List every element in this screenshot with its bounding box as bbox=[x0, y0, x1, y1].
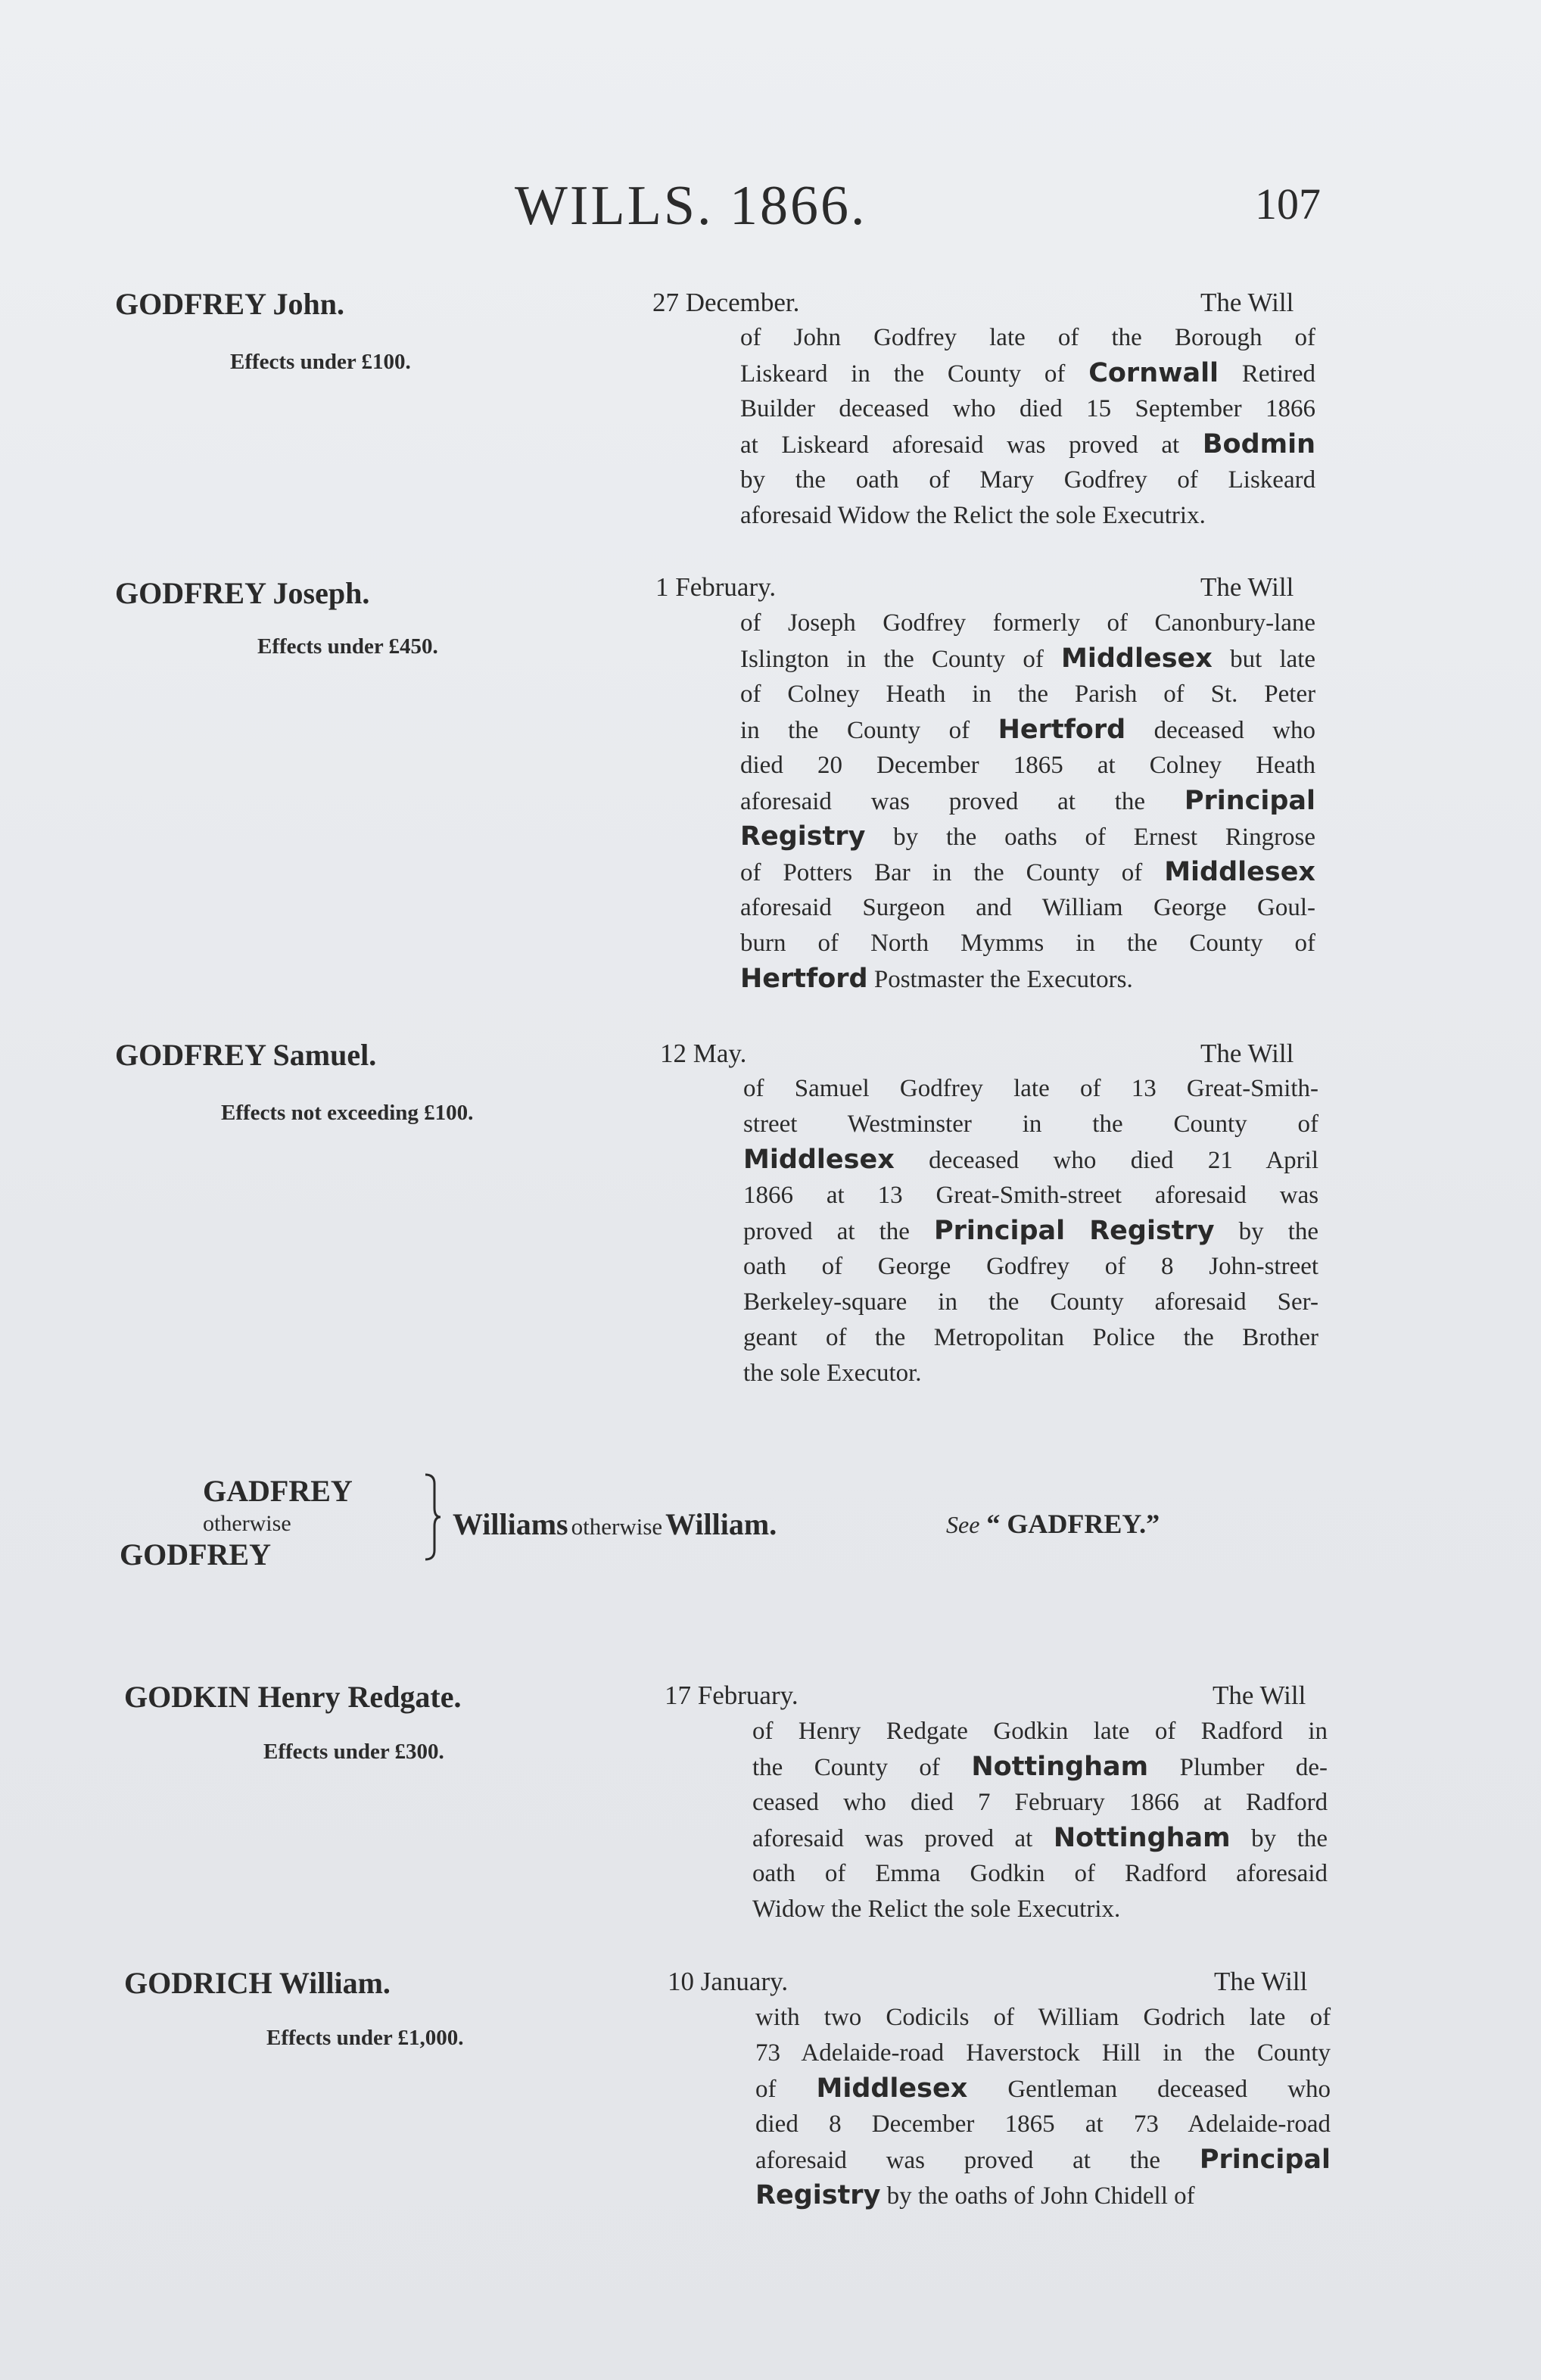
entry-line: aforesaid was proved at the Principal bbox=[755, 2145, 1331, 2175]
entry-line: Widow the Relict the sole Executrix. bbox=[752, 1896, 1121, 1923]
entry-line: the sole Executor. bbox=[743, 1360, 922, 1387]
entry-line: 1866 at 13 Great-Smith-street aforesaid was bbox=[743, 1182, 1319, 1209]
entry-date: 10 January. bbox=[668, 1967, 789, 1996]
entry-date: 12 May. bbox=[660, 1039, 747, 1068]
see-reference bbox=[946, 1508, 1160, 1540]
entry-line: the County of Nottingham Plumber de- bbox=[752, 1752, 1328, 1782]
entry-line: in the County of Hertford deceased who bbox=[740, 715, 1316, 745]
entry-text bbox=[740, 320, 1315, 534]
entry-line: aforesaid Widow the Relict the sole Executrix. bbox=[740, 502, 1206, 529]
entry-line: of Middlesex Gentleman deceased who bbox=[755, 2073, 1331, 2104]
will-label: The Will bbox=[1200, 288, 1294, 317]
entry-line: Berkeley-square in the County aforesaid Ser- bbox=[743, 1288, 1318, 1316]
effects-value: Effects under £300. bbox=[263, 1740, 444, 1764]
effects-value: Effects not exceeding £100. bbox=[221, 1101, 474, 1125]
entry-line: aforesaid Surgeon and William George Goul- bbox=[740, 894, 1316, 921]
entry-line: geant of the Metropolitan Police the Brother bbox=[743, 1324, 1319, 1351]
entry-text bbox=[740, 606, 1315, 997]
effects-value: Effects under £450. bbox=[257, 634, 438, 659]
page-number: 107 bbox=[1255, 179, 1321, 229]
entry-text bbox=[743, 1071, 1318, 1391]
entry-line: Registry by the oaths of John Chidell of bbox=[755, 2180, 1195, 2210]
entry-line: oath of George Godfrey of 8 John-street bbox=[743, 1253, 1319, 1280]
see-label: See bbox=[946, 1511, 980, 1538]
entry-line: oath of Emma Godkin of Radford aforesaid bbox=[752, 1860, 1328, 1887]
entry-line: died 8 December 1865 at 73 Adelaide-road bbox=[755, 2111, 1331, 2138]
entry-text bbox=[755, 2000, 1331, 2213]
entry-line: at Liskeard aforesaid was proved at Bodmin bbox=[740, 429, 1316, 459]
entry-line: 73 Adelaide-road Haverstock Hill in the County bbox=[755, 2039, 1331, 2067]
entry-line: Middlesex deceased who died 21 April bbox=[743, 1145, 1318, 1175]
entry-line: ceased who died 7 February 1866 at Radford bbox=[752, 1789, 1328, 1816]
entry-line: of Henry Redgate Godkin late of Radford in bbox=[752, 1718, 1328, 1745]
will-label: The Will bbox=[1213, 1681, 1306, 1710]
entry-line: Builder deceased who died 15 September 1866 bbox=[740, 395, 1316, 422]
entry-date: 17 February. bbox=[665, 1681, 799, 1710]
effects-value: Effects under £1,000. bbox=[266, 2026, 464, 2050]
entry-line: of Joseph Godfrey formerly of Canonbury-lane bbox=[740, 609, 1316, 637]
entry-line: aforesaid was proved at Nottingham by the bbox=[752, 1823, 1328, 1853]
xref-otherwise: otherwise bbox=[203, 1511, 291, 1536]
entry-line: died 20 December 1865 at Colney Heath bbox=[740, 752, 1316, 779]
entry-text bbox=[752, 1714, 1328, 1927]
xref-otherwise-2: otherwise bbox=[571, 1513, 663, 1540]
xref-forenames bbox=[453, 1506, 777, 1542]
brace-icon bbox=[422, 1473, 442, 1561]
xref-forename: Williams bbox=[453, 1507, 568, 1541]
entry-line: proved at the Principal Registry by the bbox=[743, 1216, 1319, 1246]
entry-line: burn of North Mymms in the County of bbox=[740, 930, 1316, 957]
entry-line: with two Codicils of William Godrich late of bbox=[755, 2004, 1331, 2031]
entry-date: 27 December. bbox=[652, 288, 800, 317]
will-label: The Will bbox=[1200, 1039, 1294, 1068]
will-label: The Will bbox=[1214, 1967, 1308, 1996]
entry-line: of Potters Bar in the County of Middlesex bbox=[740, 857, 1316, 887]
xref-name-alternate: GODFREY bbox=[120, 1537, 271, 1572]
entry-line: of Samuel Godfrey late of 13 Great-Smith- bbox=[743, 1075, 1319, 1102]
entry-line: Islington in the County of Middlesex but late bbox=[740, 643, 1316, 674]
entry-line: street Westminster in the County of bbox=[743, 1111, 1319, 1138]
cross-reference bbox=[120, 1473, 1225, 1572]
entry-line: aforesaid was proved at the Principal bbox=[740, 786, 1316, 816]
entry-line: of John Godfrey late of the Borough of bbox=[740, 324, 1316, 351]
entry-name: GODRICH William. bbox=[124, 1966, 391, 2000]
see-target: “ GADFREY.” bbox=[986, 1509, 1160, 1539]
effects-value: Effects under £100. bbox=[230, 350, 411, 374]
entry-line: Liskeard in the County of Cornwall Retired bbox=[740, 358, 1316, 388]
entry-line: Registry by the oaths of Ernest Ringrose bbox=[740, 821, 1316, 852]
entry-name: GODFREY Samuel. bbox=[115, 1038, 377, 1072]
entry-line: Hertford Postmaster the Executors. bbox=[740, 964, 1133, 994]
xref-forename-2: William. bbox=[665, 1507, 777, 1541]
page-title: WILLS. 1866. bbox=[515, 175, 867, 237]
entry-date: 1 February. bbox=[655, 572, 777, 602]
xref-name-primary: GADFREY bbox=[203, 1474, 353, 1508]
entry-name: GODFREY John. bbox=[115, 287, 345, 321]
entry-line: by the oath of Mary Godfrey of Liskeard bbox=[740, 466, 1316, 494]
entry-line: of Colney Heath in the Parish of St. Peter bbox=[740, 681, 1316, 708]
will-label: The Will bbox=[1200, 572, 1294, 602]
entry-name: GODKIN Henry Redgate. bbox=[124, 1680, 462, 1714]
entry-name: GODFREY Joseph. bbox=[115, 576, 370, 610]
